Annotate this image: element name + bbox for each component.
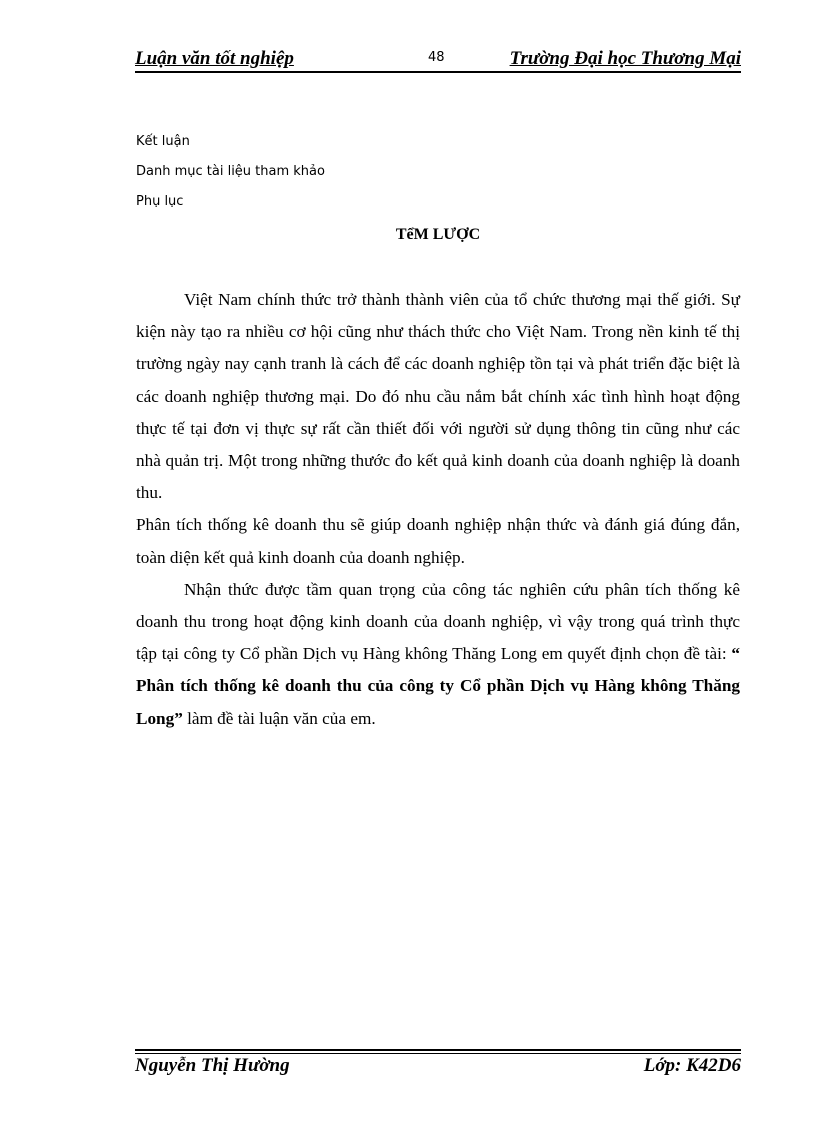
- thesis-topic: “ Phân tích thống kê doanh thu của công ty Cổ phần Dịch vụ Hàng không Thăng Long”: [136, 644, 740, 728]
- paragraph-3-start: Nhận thức được tầm quan trọng của công tác nghiên cứu phân tích thống kê doanh thu trong hoạt động kinh doanh của doanh nghiệp, vì vậy trong quá trình thực tập tại công ty Cổ phần Dịch vụ Hàng không Thăng Long em quyết định chọn đề tài:: [136, 579, 740, 664]
- toc-item-conclusion: Kết luận: [136, 134, 190, 149]
- paragraph-2: Phân tích thống kê doanh thu sẽ giúp doanh nghiệp nhận thức và đánh giá đúng đắn, toàn diện kết quả kinh doanh của doanh nghiệp.: [136, 515, 740, 567]
- paragraph-3: [136, 574, 740, 735]
- header-rule: [135, 71, 741, 73]
- section-title: TểM LƯỢC: [395, 226, 481, 243]
- page-header: [135, 46, 741, 70]
- header-thesis-label: Luận văn tốt nghiệp: [135, 48, 294, 69]
- paragraph-1: Việt Nam chính thức trở thành thành viên của tổ chức thương mại thế giới. Sự kiện này tạo ra nhiều cơ hội cũng như thách thức cho Việt Nam. Trong nền kinh tế thị trường ngày nay cạnh tranh là cách để các doanh nghiệp tồn tại và phát triển đặc biệt là các doanh nghiệp thương mại. Do đó nhu cầu nắm bắt chính xác tình hình hoạt động thực tế tại đơn vị thực sự rất cần thiết đối với người sử dụng thông tin cũng như các nhà quản trị. Một trong những thước đo kết quả kinh doanh của doanh nghiệp là doanh thu.: [136, 290, 740, 503]
- footer-rule-thick: [135, 1049, 741, 1051]
- toc-item-appendix: Phụ lục: [136, 194, 184, 209]
- page-number: 48: [428, 50, 445, 65]
- abstract-body: [136, 284, 740, 735]
- toc-item-references: Danh mục tài liệu tham khảo: [136, 164, 325, 179]
- paragraph-3-end: làm đề tài luận văn của em.: [182, 708, 376, 728]
- footer-class: Lớp: K42D6: [643, 1055, 741, 1076]
- header-university: Trường Đại học Thương Mại: [509, 48, 741, 69]
- footer-rule-thin: [135, 1053, 741, 1054]
- footer-author: Nguyễn Thị Hường: [135, 1055, 290, 1076]
